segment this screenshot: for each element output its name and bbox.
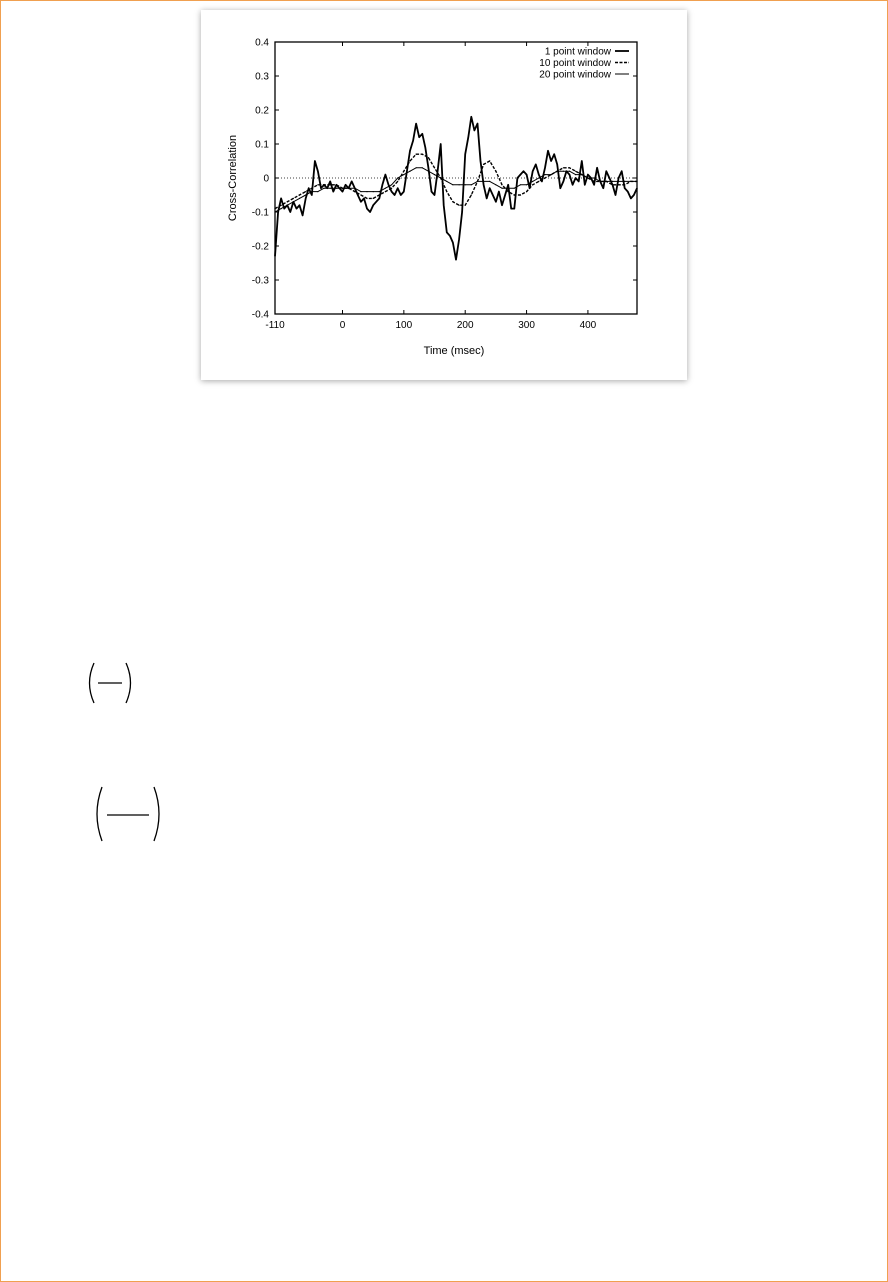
data-point bbox=[569, 167, 570, 168]
data-point bbox=[342, 191, 343, 192]
data-point bbox=[385, 191, 386, 192]
y-tick-label: -0.4 bbox=[251, 309, 269, 321]
data-point bbox=[501, 188, 502, 189]
data-point bbox=[320, 188, 321, 189]
math-parenthesis-long bbox=[91, 784, 165, 844]
x-tick-label: 400 bbox=[579, 320, 597, 331]
data-point bbox=[554, 154, 555, 155]
data-point bbox=[465, 154, 466, 155]
data-point bbox=[287, 201, 288, 202]
data-point bbox=[379, 194, 380, 195]
data-point bbox=[630, 181, 631, 182]
data-point bbox=[535, 164, 536, 165]
data-point bbox=[508, 191, 509, 192]
data-point bbox=[324, 188, 325, 189]
data-point bbox=[465, 205, 466, 206]
data-point bbox=[397, 188, 398, 189]
data-point bbox=[330, 188, 331, 189]
data-point bbox=[302, 215, 303, 216]
data-point bbox=[560, 188, 561, 189]
data-point bbox=[360, 194, 361, 195]
data-point bbox=[594, 181, 595, 182]
data-point bbox=[514, 188, 515, 189]
data-point bbox=[563, 167, 564, 168]
data-point bbox=[511, 208, 512, 209]
data-point bbox=[612, 184, 613, 185]
data-point bbox=[287, 205, 288, 206]
y-tick-label: 0.3 bbox=[255, 71, 269, 83]
data-point bbox=[434, 167, 435, 168]
data-point bbox=[428, 167, 429, 168]
math-parenthesis-short bbox=[84, 660, 136, 706]
data-point bbox=[397, 177, 398, 178]
data-point bbox=[400, 194, 401, 195]
y-tick-label: -0.1 bbox=[251, 207, 269, 219]
legend-label: 1 point window bbox=[544, 46, 611, 58]
data-point bbox=[446, 181, 447, 182]
data-point bbox=[584, 184, 585, 185]
data-point bbox=[575, 177, 576, 178]
data-point bbox=[520, 174, 521, 175]
data-point bbox=[296, 208, 297, 209]
y-tick-label: -0.3 bbox=[251, 275, 269, 287]
data-point bbox=[603, 188, 604, 189]
series-2 bbox=[274, 154, 637, 210]
y-axis-label: Cross-Correlation bbox=[227, 134, 239, 222]
data-point bbox=[406, 171, 407, 172]
data-point bbox=[357, 194, 358, 195]
data-point bbox=[354, 188, 355, 189]
data-point bbox=[578, 181, 579, 182]
data-point bbox=[363, 198, 364, 199]
data-point bbox=[465, 184, 466, 185]
data-point bbox=[492, 194, 493, 195]
data-point bbox=[544, 174, 545, 175]
data-point bbox=[409, 171, 410, 172]
data-point bbox=[305, 194, 306, 195]
data-point bbox=[311, 194, 312, 195]
data-point bbox=[440, 143, 441, 144]
data-point bbox=[360, 201, 361, 202]
data-point bbox=[501, 205, 502, 206]
x-tick-label: 300 bbox=[518, 320, 535, 331]
data-point bbox=[409, 150, 410, 151]
data-point bbox=[594, 177, 595, 178]
data-point bbox=[606, 181, 607, 182]
data-point bbox=[508, 184, 509, 185]
data-point bbox=[366, 198, 367, 199]
data-point bbox=[508, 188, 509, 189]
data-point bbox=[486, 198, 487, 199]
data-point bbox=[324, 184, 325, 185]
y-tick-label: 0 bbox=[263, 173, 269, 185]
data-point bbox=[452, 242, 453, 243]
data-point bbox=[569, 171, 570, 172]
data-point bbox=[615, 194, 616, 195]
data-point bbox=[489, 181, 490, 182]
data-point bbox=[581, 174, 582, 175]
data-point bbox=[606, 171, 607, 172]
data-point bbox=[360, 191, 361, 192]
data-point bbox=[581, 160, 582, 161]
data-point bbox=[376, 201, 377, 202]
data-point bbox=[459, 184, 460, 185]
data-point bbox=[452, 184, 453, 185]
figure-card bbox=[201, 10, 687, 380]
data-point bbox=[532, 171, 533, 172]
data-point bbox=[471, 184, 472, 185]
data-point bbox=[526, 184, 527, 185]
data-point bbox=[299, 205, 300, 206]
data-point bbox=[428, 157, 429, 158]
data-point bbox=[483, 164, 484, 165]
data-point bbox=[618, 177, 619, 178]
data-point bbox=[311, 188, 312, 189]
data-point bbox=[624, 181, 625, 182]
data-point bbox=[293, 201, 294, 202]
data-point bbox=[624, 184, 625, 185]
data-point bbox=[520, 184, 521, 185]
data-point bbox=[391, 191, 392, 192]
data-point bbox=[336, 188, 337, 189]
data-point bbox=[391, 184, 392, 185]
data-point bbox=[538, 181, 539, 182]
data-point bbox=[600, 181, 601, 182]
data-point bbox=[419, 137, 420, 138]
data-point bbox=[403, 171, 404, 172]
data-point bbox=[431, 191, 432, 192]
data-point bbox=[351, 181, 352, 182]
data-point bbox=[459, 205, 460, 206]
data-point bbox=[544, 177, 545, 178]
data-point bbox=[379, 191, 380, 192]
data-point bbox=[471, 194, 472, 195]
data-point bbox=[305, 191, 306, 192]
data-point bbox=[597, 167, 598, 168]
data-point bbox=[446, 232, 447, 233]
data-point bbox=[416, 123, 417, 124]
data-point bbox=[538, 174, 539, 175]
cross-correlation-chart bbox=[201, 10, 687, 380]
data-point bbox=[587, 174, 588, 175]
data-point bbox=[462, 211, 463, 212]
data-point bbox=[572, 184, 573, 185]
data-point bbox=[443, 205, 444, 206]
data-point bbox=[483, 181, 484, 182]
data-point bbox=[514, 194, 515, 195]
data-point bbox=[538, 177, 539, 178]
data-point bbox=[532, 181, 533, 182]
data-point bbox=[618, 181, 619, 182]
data-point bbox=[609, 177, 610, 178]
data-point bbox=[612, 181, 613, 182]
data-point bbox=[416, 167, 417, 168]
data-point bbox=[471, 116, 472, 117]
y-tick-label: 0.2 bbox=[255, 105, 269, 117]
data-point bbox=[551, 174, 552, 175]
data-point bbox=[314, 160, 315, 161]
data-point bbox=[333, 191, 334, 192]
data-point bbox=[373, 191, 374, 192]
x-tick-label: 100 bbox=[395, 320, 413, 331]
data-point bbox=[449, 235, 450, 236]
data-point bbox=[551, 160, 552, 161]
data-point bbox=[624, 188, 625, 189]
data-point bbox=[403, 191, 404, 192]
data-point bbox=[633, 194, 634, 195]
data-point bbox=[422, 154, 423, 155]
data-point bbox=[317, 191, 318, 192]
data-point bbox=[514, 208, 515, 209]
data-point bbox=[409, 160, 410, 161]
data-point bbox=[630, 198, 631, 199]
data-point bbox=[523, 171, 524, 172]
data-point bbox=[330, 184, 331, 185]
data-point bbox=[394, 194, 395, 195]
data-point bbox=[563, 181, 564, 182]
data-point bbox=[299, 194, 300, 195]
data-point bbox=[391, 188, 392, 189]
data-point bbox=[397, 181, 398, 182]
data-point bbox=[281, 205, 282, 206]
data-point bbox=[526, 174, 527, 175]
data-point bbox=[477, 123, 478, 124]
data-point bbox=[342, 188, 343, 189]
data-point bbox=[403, 174, 404, 175]
data-point bbox=[385, 174, 386, 175]
data-point bbox=[308, 188, 309, 189]
data-point bbox=[452, 201, 453, 202]
x-tick-label: -110 bbox=[265, 320, 285, 331]
data-point bbox=[366, 208, 367, 209]
data-point bbox=[498, 191, 499, 192]
data-point bbox=[373, 205, 374, 206]
data-point bbox=[594, 184, 595, 185]
legend-label: 20 point window bbox=[539, 69, 611, 81]
data-point bbox=[587, 177, 588, 178]
data-point bbox=[379, 198, 380, 199]
data-point bbox=[370, 211, 371, 212]
data-point bbox=[557, 171, 558, 172]
data-point bbox=[284, 208, 285, 209]
data-point bbox=[459, 239, 460, 240]
data-point bbox=[281, 208, 282, 209]
data-point bbox=[422, 167, 423, 168]
legend-label: 10 point window bbox=[539, 58, 611, 69]
data-point bbox=[317, 184, 318, 185]
y-tick-label: 0.1 bbox=[255, 139, 269, 151]
data-point bbox=[434, 174, 435, 175]
data-point bbox=[468, 137, 469, 138]
data-point bbox=[311, 191, 312, 192]
data-point bbox=[501, 184, 502, 185]
data-point bbox=[544, 167, 545, 168]
data-point bbox=[455, 259, 456, 260]
data-point bbox=[293, 198, 294, 199]
data-point bbox=[526, 191, 527, 192]
data-point bbox=[474, 130, 475, 131]
data-point bbox=[563, 171, 564, 172]
data-point bbox=[305, 198, 306, 199]
data-point bbox=[627, 191, 628, 192]
data-point bbox=[557, 164, 558, 165]
data-point bbox=[330, 181, 331, 182]
data-point bbox=[434, 194, 435, 195]
data-point bbox=[416, 154, 417, 155]
data-point bbox=[569, 174, 570, 175]
data-point bbox=[505, 194, 506, 195]
data-point bbox=[489, 188, 490, 189]
data-point bbox=[428, 171, 429, 172]
x-axis-label: Time (msec) bbox=[423, 345, 485, 357]
data-point bbox=[281, 198, 282, 199]
data-point bbox=[517, 177, 518, 178]
y-tick-label: -0.2 bbox=[251, 241, 269, 253]
data-point bbox=[348, 188, 349, 189]
data-point bbox=[621, 171, 622, 172]
data-point bbox=[336, 184, 337, 185]
data-point bbox=[618, 184, 619, 185]
data-point bbox=[385, 188, 386, 189]
data-point bbox=[440, 177, 441, 178]
data-point bbox=[388, 184, 389, 185]
data-point bbox=[366, 191, 367, 192]
data-point bbox=[547, 150, 548, 151]
data-point bbox=[541, 181, 542, 182]
data-point bbox=[495, 171, 496, 172]
legend bbox=[539, 47, 629, 81]
data-point bbox=[480, 160, 481, 161]
data-point bbox=[299, 198, 300, 199]
y-tick-label: 0.4 bbox=[255, 37, 269, 49]
x-tick-label: 200 bbox=[456, 320, 474, 331]
data-point bbox=[532, 184, 533, 185]
data-point bbox=[290, 211, 291, 212]
data-point bbox=[575, 174, 576, 175]
data-point bbox=[382, 184, 383, 185]
data-point bbox=[422, 133, 423, 134]
data-point bbox=[345, 184, 346, 185]
data-point bbox=[483, 184, 484, 185]
data-point bbox=[489, 160, 490, 161]
data-point bbox=[317, 171, 318, 172]
data-point bbox=[495, 201, 496, 202]
x-tick-label: 0 bbox=[339, 320, 346, 331]
data-point bbox=[446, 191, 447, 192]
data-point bbox=[575, 171, 576, 172]
data-point bbox=[373, 198, 374, 199]
data-point bbox=[477, 181, 478, 182]
data-point bbox=[520, 194, 521, 195]
data-point bbox=[495, 184, 496, 185]
data-point bbox=[354, 191, 355, 192]
data-point bbox=[425, 147, 426, 148]
data-point bbox=[413, 140, 414, 141]
